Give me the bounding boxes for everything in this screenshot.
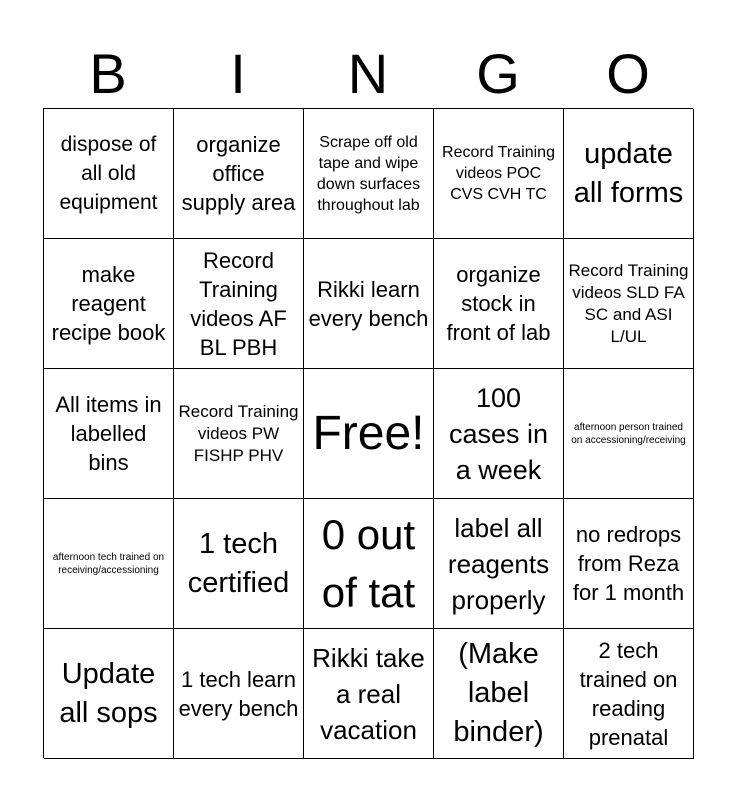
cell-text: (Make label binder) <box>453 638 544 748</box>
cell-text: afternoon person trained on accessioning/receiving <box>571 421 686 446</box>
bingo-cell[interactable] <box>44 629 174 759</box>
cell-text: Scrape off old tape and wipe down surfaces throughout lab <box>316 133 421 214</box>
bingo-header <box>43 40 693 108</box>
bingo-cell[interactable] <box>564 629 694 759</box>
cell-text: Record Training videos PW FISHP PHV <box>178 401 299 465</box>
bingo-cell[interactable] <box>44 369 174 499</box>
bingo-cell[interactable] <box>174 629 304 759</box>
bingo-cell[interactable] <box>564 239 694 369</box>
bingo-cell[interactable] <box>44 239 174 369</box>
header-letter-g: G <box>476 42 520 105</box>
bingo-cell[interactable] <box>304 499 434 629</box>
header-letter-n: N <box>347 42 389 105</box>
bingo-cell[interactable] <box>304 109 434 239</box>
header-letter-i: I <box>230 42 246 105</box>
bingo-cell[interactable] <box>434 369 564 499</box>
bingo-cell[interactable] <box>304 629 434 759</box>
bingo-cell[interactable] <box>434 239 564 369</box>
bingo-cell[interactable] <box>564 369 694 499</box>
bingo-cell[interactable] <box>304 239 434 369</box>
bingo-cell[interactable] <box>174 239 304 369</box>
cell-text: organize stock in front of lab <box>446 262 551 345</box>
cell-text: Record Training videos AF BL PBH <box>190 247 287 360</box>
cell-text: update all forms <box>573 137 684 209</box>
cell-text: All items in labelled bins <box>55 392 162 475</box>
cell-text: Rikki learn every bench <box>308 276 429 331</box>
cell-text: Rikki take a real vacation <box>312 642 425 745</box>
cell-text: afternoon tech trained on receiving/accessioning <box>52 551 165 576</box>
bingo-cell[interactable] <box>44 109 174 239</box>
cell-text: 2 tech trained on reading prenatal <box>579 637 678 750</box>
cell-text: 100 cases in a week <box>448 382 549 485</box>
cell-text: 0 out of tat <box>321 510 416 616</box>
cell-text: dispose of all old equipment <box>59 133 158 214</box>
cell-text: make reagent recipe book <box>51 262 166 345</box>
bingo-cell[interactable] <box>564 109 694 239</box>
free-text: Free! <box>312 406 425 460</box>
bingo-cell[interactable] <box>564 499 694 629</box>
bingo-cell[interactable] <box>434 499 564 629</box>
free-space[interactable] <box>304 369 434 499</box>
bingo-cell[interactable] <box>174 109 304 239</box>
cell-text: label all reagents properly <box>447 512 550 615</box>
cell-text: 1 tech certified <box>187 527 290 599</box>
cell-text: Record Training videos SLD FA SC and ASI L/UL <box>568 260 689 346</box>
bingo-cell[interactable] <box>44 499 174 629</box>
header-letter-b: B <box>89 42 127 105</box>
cell-text: 1 tech learn every bench <box>178 666 299 721</box>
cell-text: no redrops from Reza for 1 month <box>572 522 685 605</box>
bingo-cell[interactable] <box>174 369 304 499</box>
cell-text: Update all sops <box>59 657 158 729</box>
header-letter-o: O <box>606 42 650 105</box>
bingo-cell[interactable] <box>434 629 564 759</box>
cell-text: organize office supply area <box>181 132 296 215</box>
bingo-cell[interactable] <box>434 109 564 239</box>
bingo-cell[interactable] <box>174 499 304 629</box>
cell-text: Record Training videos POC CVS CVH TC <box>442 144 555 203</box>
bingo-grid <box>43 108 693 758</box>
